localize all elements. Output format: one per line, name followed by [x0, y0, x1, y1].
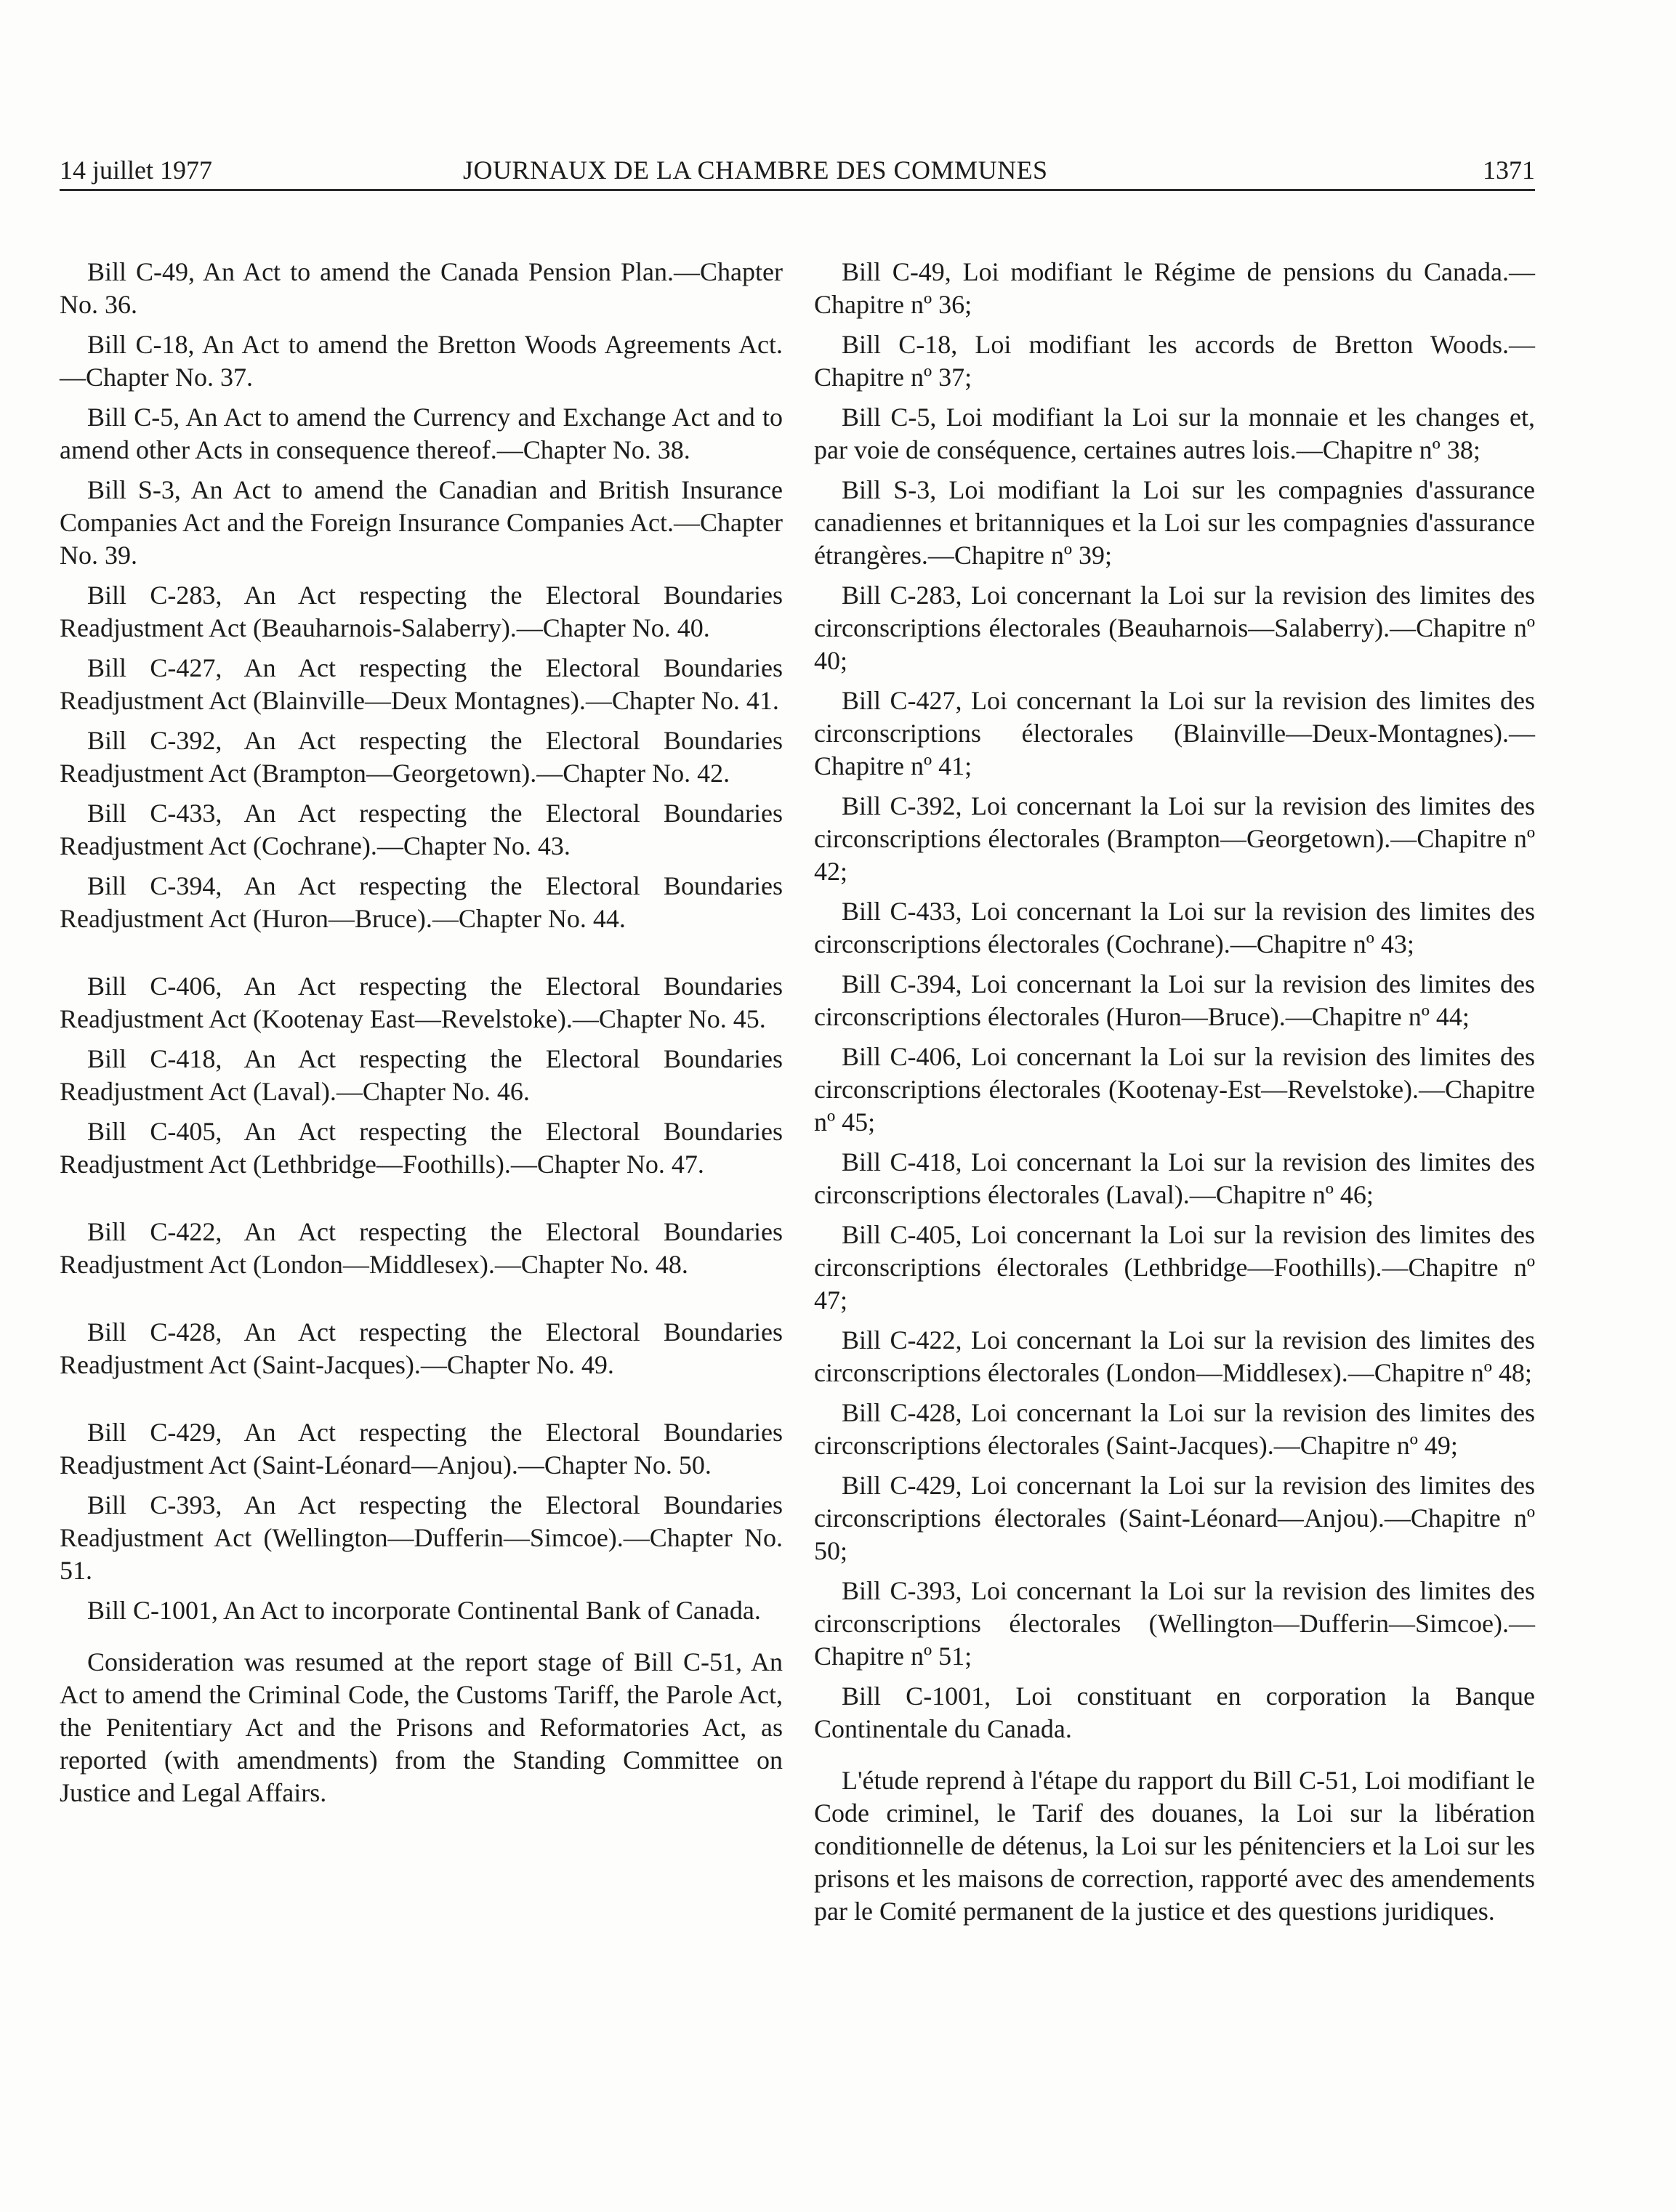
- page-number: 1371: [1483, 156, 1535, 185]
- report-stage-paragraph-fr: L'étude reprend à l'étape du rapport du Bill C-51, Loi modifiant le Code criminel, le Tarif des douanes, la Loi sur la libération conditionnelle de détenus, la Loi sur les pénitenciers et la Loi sur les prisons et les maisons de correction, rapporté avec des amendements par le Comité permanent de la justice et des questions juridiques.: [814, 1766, 1535, 1926]
- bill-c428-fr: Bill C-428, Loi concernant la Loi sur la revision des limites des circonscriptions électorales (Saint-Jacques).—Chapitre nº 49;: [814, 1398, 1535, 1460]
- bill-c283-fr: Bill C-283, Loi concernant la Loi sur la revision des limites des circonscriptions électorales (Beauharnois—Salaberry).—Chapitre nº 40;: [814, 581, 1535, 675]
- bill-c393-en: Bill C-393, An Act respecting the Electoral Boundaries Readjustment Act (Wellington—Dufferin—Simcoe).—Chapter No. 51.: [60, 1490, 783, 1585]
- bill-c393-fr: Bill C-393, Loi concernant la Loi sur la revision des limites des circonscriptions électorales (Wellington—Dufferin—Simcoe).—Chapitre nº 51;: [814, 1576, 1535, 1671]
- header-rule: [60, 189, 1535, 191]
- bill-c429-en: Bill C-429, An Act respecting the Electoral Boundaries Readjustment Act (Saint-Léonard—Anjou).—Chapter No. 50.: [60, 1418, 783, 1480]
- bill-c283-en: Bill C-283, An Act respecting the Electoral Boundaries Readjustment Act (Beauharnois-Salaberry).—Chapter No. 40.: [60, 581, 783, 642]
- report-stage-paragraph-en: Consideration was resumed at the report stage of Bill C-51, An Act to amend the Criminal Code, the Customs Tariff, the Parole Act, the Penitentiary Act and the Prisons and Reformatories Act, as reported (with amendments) from the Standing Committee on Justice and Legal Affairs.: [60, 1647, 783, 1807]
- bill-c422-fr: Bill C-422, Loi concernant la Loi sur la revision des limites des circonscriptions électorales (London—Middlesex).—Chapitre nº 48;: [814, 1325, 1535, 1387]
- bill-c405-en: Bill C-405, An Act respecting the Electoral Boundaries Readjustment Act (Lethbridge—Foothills).—Chapter No. 47.: [60, 1117, 783, 1179]
- bill-c433-en: Bill C-433, An Act respecting the Electoral Boundaries Readjustment Act (Cochrane).—Chapter No. 43.: [60, 799, 783, 860]
- bill-c1001-en: Bill C-1001, An Act to incorporate Continental Bank of Canada.: [87, 1596, 761, 1625]
- header-date: 14 juillet 1977: [60, 156, 212, 185]
- bill-c5-fr: Bill C-5, Loi modifiant la Loi sur la monnaie et les changes et, par voie de conséquence, certaines autres lois.—Chapitre nº 38;: [814, 403, 1535, 464]
- english-column: [60, 256, 783, 1817]
- bill-c49-en: Bill C-49, An Act to amend the Canada Pension Plan.—Chapter No. 36.: [60, 257, 783, 319]
- journal-title: JOURNAUX DE LA CHAMBRE DES COMMUNES: [463, 156, 1048, 185]
- bill-c422-en: Bill C-422, An Act respecting the Electoral Boundaries Readjustment Act (London—Middlesex).—Chapter No. 48.: [60, 1217, 783, 1279]
- bill-s3-en: Bill S-3, An Act to amend the Canadian and British Insurance Companies Act and the Foreign Insurance Companies Act.—Chapter No. 39.: [60, 475, 783, 570]
- bill-c427-en: Bill C-427, An Act respecting the Electoral Boundaries Readjustment Act (Blainville—Deux Montagnes).—Chapter No. 41.: [60, 653, 783, 715]
- bill-c433-fr: Bill C-433, Loi concernant la Loi sur la revision des limites des circonscriptions électorales (Cochrane).—Chapitre nº 43;: [814, 897, 1535, 958]
- bill-c428-en: Bill C-428, An Act respecting the Electoral Boundaries Readjustment Act (Saint-Jacques).—Chapter No. 49.: [60, 1317, 783, 1379]
- page-header: [60, 151, 1535, 189]
- bill-s3-fr: Bill S-3, Loi modifiant la Loi sur les compagnies d'assurance canadiennes et britanniques et la Loi sur les compagnies d'assurance étrangères.—Chapitre nº 39;: [814, 475, 1535, 570]
- bill-c18-fr: Bill C-18, Loi modifiant les accords de Bretton Woods.—Chapitre nº 37;: [814, 330, 1535, 392]
- bill-c392-en: Bill C-392, An Act respecting the Electoral Boundaries Readjustment Act (Brampton—Georgetown).—Chapter No. 42.: [60, 726, 783, 788]
- bill-c394-fr: Bill C-394, Loi concernant la Loi sur la revision des limites des circonscriptions électorales (Huron—Bruce).—Chapitre nº 44;: [814, 969, 1535, 1031]
- bill-c5-en: Bill C-5, An Act to amend the Currency and Exchange Act and to amend other Acts in consequence thereof.—Chapter No. 38.: [60, 403, 783, 464]
- bill-c18-en: Bill C-18, An Act to amend the Bretton Woods Agreements Act.—Chapter No. 37.: [60, 330, 783, 392]
- bill-c49-fr: Bill C-49, Loi modifiant le Régime de pensions du Canada.—Chapitre nº 36;: [814, 257, 1535, 319]
- bill-c429-fr: Bill C-429, Loi concernant la Loi sur la revision des limites des circonscriptions électorales (Saint-Léonard—Anjou).—Chapitre nº 50;: [814, 1471, 1535, 1565]
- bill-c406-en: Bill C-406, An Act respecting the Electoral Boundaries Readjustment Act (Kootenay East—Revelstoke).—Chapter No. 45.: [60, 972, 783, 1033]
- bill-c392-fr: Bill C-392, Loi concernant la Loi sur la revision des limites des circonscriptions électorales (Brampton—Georgetown).—Chapitre nº 42;: [814, 791, 1535, 886]
- bill-c394-en: Bill C-394, An Act respecting the Electoral Boundaries Readjustment Act (Huron—Bruce).—Chapter No. 44.: [60, 871, 783, 933]
- bill-c405-fr: Bill C-405, Loi concernant la Loi sur la revision des limites des circonscriptions électorales (Lethbridge—Foothills).—Chapitre nº 47;: [814, 1220, 1535, 1315]
- bill-c1001-fr: Bill C-1001, Loi constituant en corporation la Banque Continentale du Canada.: [814, 1682, 1535, 1743]
- bill-c418-en: Bill C-418, An Act respecting the Electoral Boundaries Readjustment Act (Laval).—Chapter No. 46.: [60, 1044, 783, 1106]
- bill-c427-fr: Bill C-427, Loi concernant la Loi sur la revision des limites des circonscriptions électorales (Blainville—Deux-Montagnes).—Chapitre nº 41;: [814, 686, 1535, 780]
- bill-c418-fr: Bill C-418, Loi concernant la Loi sur la revision des limites des circonscriptions électorales (Laval).—Chapitre nº 46;: [814, 1147, 1535, 1209]
- french-column: [814, 256, 1535, 1935]
- bill-c406-fr: Bill C-406, Loi concernant la Loi sur la revision des limites des circonscriptions électorales (Kootenay-Est—Revelstoke).—Chapitre nº 45;: [814, 1042, 1535, 1137]
